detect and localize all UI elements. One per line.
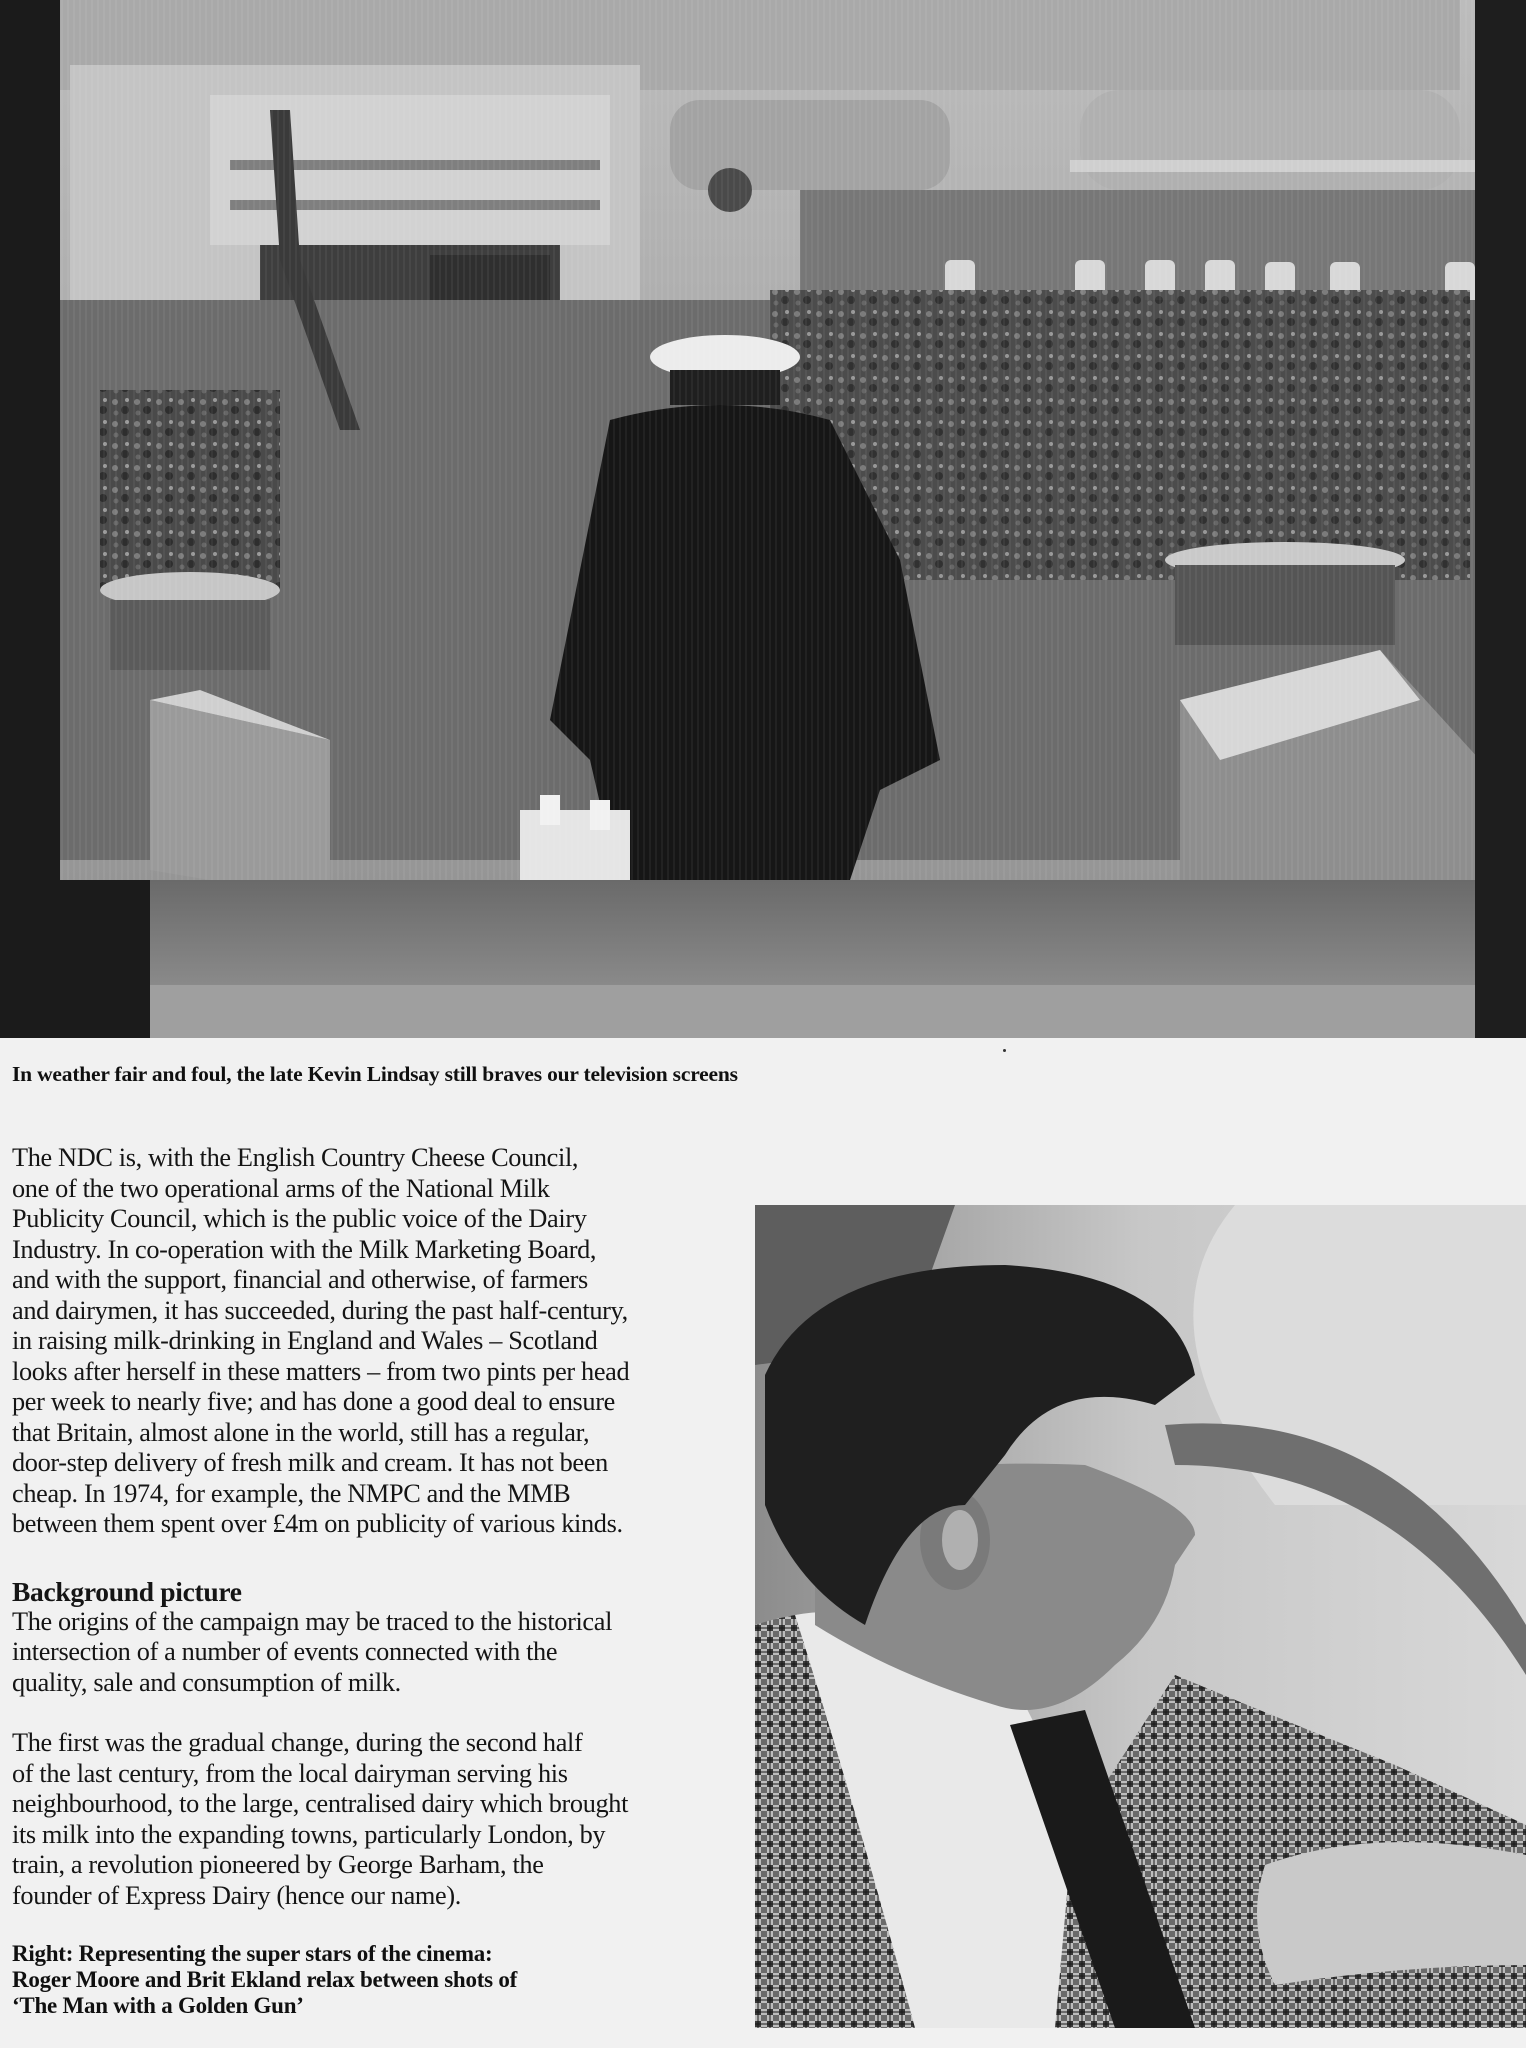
text-line: of the last century, from the local dairyman serving his: [12, 1758, 568, 1788]
text-line: and with the support, financial and otherwise, of farmers: [12, 1265, 588, 1294]
text-line: looks after herself in these matters – from two pints per head: [12, 1356, 630, 1386]
text-line: and dairymen, it has succeeded, during the past half-century,: [12, 1295, 628, 1325]
photo-caption-right: [12, 1941, 742, 2019]
text-line: that Britain, almost alone in the world, still has a regular,: [12, 1417, 590, 1447]
photo-portrait-man: [755, 1205, 1526, 2028]
caption-line: ‘The Man with a Golden Gun’: [12, 1993, 304, 2018]
text-line: The first was the gradual change, during the second half: [12, 1728, 583, 1757]
section-heading: Background picture: [12, 1575, 242, 1607]
paragraph-intro: [12, 1143, 742, 1540]
text-line: its milk into the expanding towns, particularly London, by: [12, 1819, 606, 1849]
text-line: door-step delivery of fresh milk and cream. It has not been: [12, 1448, 608, 1477]
text-line: intersection of a number of events connected with the: [12, 1637, 558, 1666]
spacer: [12, 1911, 742, 1941]
text-line: The origins of the campaign may be traced to the historical: [12, 1606, 613, 1636]
caption-line: Right: Representing the super stars of the cinema:: [12, 1941, 493, 1966]
spacer: [12, 1540, 742, 1577]
text-line: one of the two operational arms of the National Milk: [12, 1173, 550, 1203]
text-line: cheap. In 1974, for example, the NMPC and the MMB: [12, 1478, 571, 1508]
text-line: Industry. In co-operation with the Milk Marketing Board,: [12, 1234, 597, 1264]
text-line: Publicity Council, which is the public voice of the Dairy: [12, 1204, 587, 1233]
text-line: quality, sale and consumption of milk.: [12, 1667, 401, 1697]
text-line: between them spent over £4m on publicity of various kinds.: [12, 1509, 623, 1538]
print-speck: [1003, 1049, 1006, 1052]
text-line: The NDC is, with the English Country Cheese Council,: [12, 1143, 579, 1172]
text-line: neighbourhood, to the large, centralised dairy which brought: [12, 1789, 629, 1818]
caption-line: Roger Moore and Brit Ekland relax between shots of: [12, 1967, 517, 1992]
spacer: [12, 1698, 742, 1728]
text-line: in raising milk-drinking in England and Wales – Scotland: [12, 1326, 598, 1355]
paragraph-first-event: [12, 1728, 742, 1911]
text-line: founder of Express Dairy (hence our name).: [12, 1880, 461, 1910]
paragraph-origins: [12, 1607, 742, 1699]
article-column: [12, 1143, 742, 2019]
text-line: per week to nearly five; and has done a good deal to ensure: [12, 1387, 615, 1416]
photo-caption-top: In weather fair and foul, the late Kevin Lindsay still braves our television screens: [12, 1062, 738, 1086]
text-line: train, a revolution pioneered by George Barham, the: [12, 1850, 544, 1879]
